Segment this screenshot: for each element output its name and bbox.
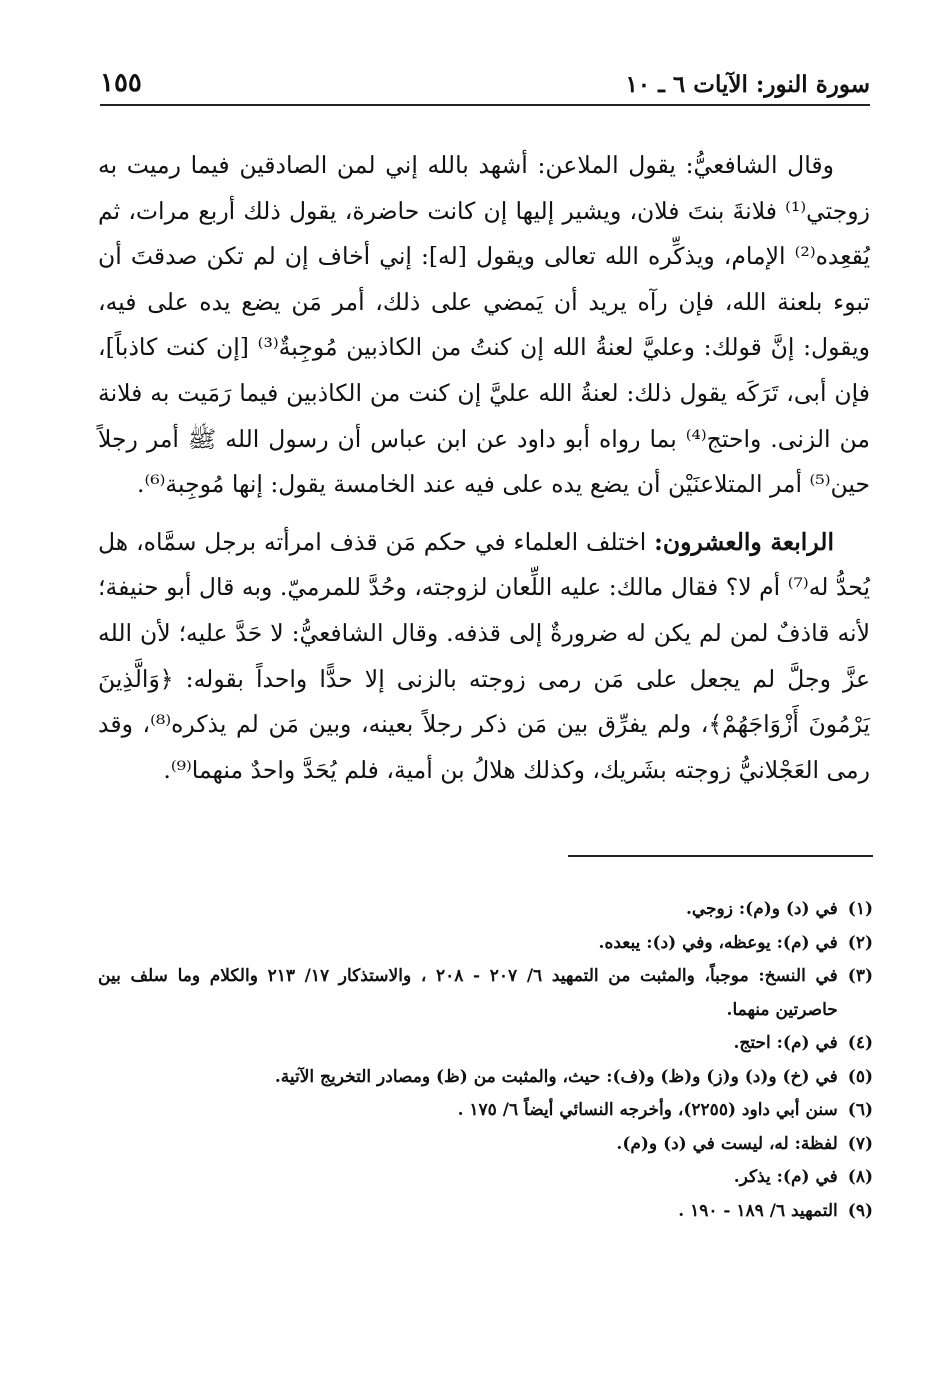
quran-verse: ﴿وَالَّذِينَ يَرْمُونَ أَزْوَاجَهُمْ﴾: [98, 664, 870, 739]
footnote: [98, 1128, 873, 1162]
footnote-text: سنن أبي داود (٢٢٥٥)، وأخرجه النسائي أيضاً ٦/ ١٧٥ .: [457, 1100, 838, 1120]
footnote-text: في (م): يوعظه، وفي (د): يبعده.: [598, 932, 838, 953]
footnote: [98, 960, 873, 1027]
footnote: [98, 1094, 873, 1128]
footnote-text: في (م): يذكر.: [733, 1167, 838, 1187]
footnote-number: (٤): [847, 1033, 873, 1053]
issue-heading: الرابعة والعشرون:: [654, 527, 834, 556]
footnote: [98, 1027, 873, 1061]
footnote-number: (٨): [847, 1167, 873, 1187]
footnote: [98, 1161, 873, 1195]
footnote: [98, 893, 873, 927]
paragraph-2-text: اختلف العلماء في حكم مَن قذف امرأته برجل سمَّاه، هل يُحدُّ له⁽⁷⁾ أم لا؟ فقال مالك: عليه اللِّعان لزوجته، وحُدَّ للمرميّ. وبه قال أبو حنيفة؛ لأنه قاذفٌ لمن لم يكن له ضرورةٌ إلى قذفه. وقال الشافعيُّ: لا حَدَّ عليه؛ لأن الله عزَّ وجلَّ لم يجعل على مَن رمى زوجته بالزنى إلا حدًّا واحداً بقوله:: [98, 527, 871, 693]
footnote-number: (١): [847, 899, 873, 919]
footnote-number: (٢): [847, 932, 873, 953]
paragraph-2-text-continued: ، ولم يفرِّق بين مَن ذكر رجلاً بعينه، وبين مَن لم يذكره⁽⁸⁾، وقد رمى العَجْلانيُّ زوجته بشَريك، وكذلك هلالُ بن أمية، فلم يُحَدَّ واحدٌ منهما⁽⁹⁾.: [98, 710, 870, 784]
footnote-number: (٩): [847, 1200, 873, 1221]
footnote-text: في (م): احتج.: [733, 1033, 838, 1053]
footnote-text: لفظة: له، ليست في (د) و(م).: [616, 1133, 838, 1154]
paragraph-1-text: وقال الشافعيُّ: يقول الملاعن: أشهد بالله إني لمن الصادقين فيما رميت به زوجتي⁽¹⁾ فلانةَ بنتَ فلان، ويشير إليها إن كانت حاضرة، يقول ذلك أربع مرات، ثم يُقعِده⁽²⁾ الإمام، ويذكِّره الله تعالى ويقول [له]: إني أخاف إن لم تكن صدقتَ أن تبوء بلعنة الله، فإن رآه يريد أن يَمضي على ذلك، أمر مَن يضع يده على فيه، ويقول: إنَّ قولك: وعليَّ لعنةُ الله إن كنتُ من الكاذبين مُوجِبةٌ⁽³⁾ [إن كنت كاذباً]، فإن أبى، تَرَكَه يقول ذلك: لعنةُ الله عليَّ إن كنت من الكاذبين فيما رَمَيت به فلانة من الزنى. واحتج⁽⁴⁾ بما رواه أبو داود عن ابن عباس أن رسول الله ﷺ أمر رجلاً حين⁽⁵⁾ أمر المتلاعنَيْن أن يضع يده على فيه عند الخامسة يقول: إنها مُوجِبة⁽⁶⁾.: [98, 151, 871, 499]
footnote-text: في النسخ: موجباً، والمثبت من التمهيد ٦/ ٢٠٧ - ٢٠٨ ، والاستذكار ١٧/ ٢١٣ والكلام وما سلف بين حاصرتين منهما.: [98, 966, 838, 1020]
footnotes: [98, 893, 873, 1228]
footnote-number: (٥): [847, 1066, 873, 1087]
footnote-text: في (خ) و(د) و(ز) و(ظ) و(ف): حيث، والمثبت من (ظ) ومصادر التخريج الآتية.: [274, 1066, 838, 1087]
running-title: سورة النور: الآيات ٦ ـ ١٠: [625, 71, 870, 98]
page-header: [100, 66, 870, 106]
paragraph-shafii-mulaan: [98, 143, 870, 508]
footnote: [98, 927, 873, 961]
footnote: [98, 1195, 873, 1229]
footnote-text: في (د) و(م): زوجي.: [685, 899, 838, 919]
footnote-text: التمهيد ٦/ ١٨٩ - ١٩٠ .: [678, 1200, 838, 1221]
footnote: [98, 1061, 873, 1095]
footnote-number: (٣): [847, 966, 873, 986]
footnote-separator: [568, 855, 873, 857]
paragraph-twenty-fourth-issue: [98, 520, 870, 794]
page-number: ١٥٥: [100, 68, 142, 98]
footnote-number: (٧): [847, 1133, 873, 1154]
main-text: [98, 143, 870, 805]
footnote-number: (٦): [847, 1100, 873, 1120]
